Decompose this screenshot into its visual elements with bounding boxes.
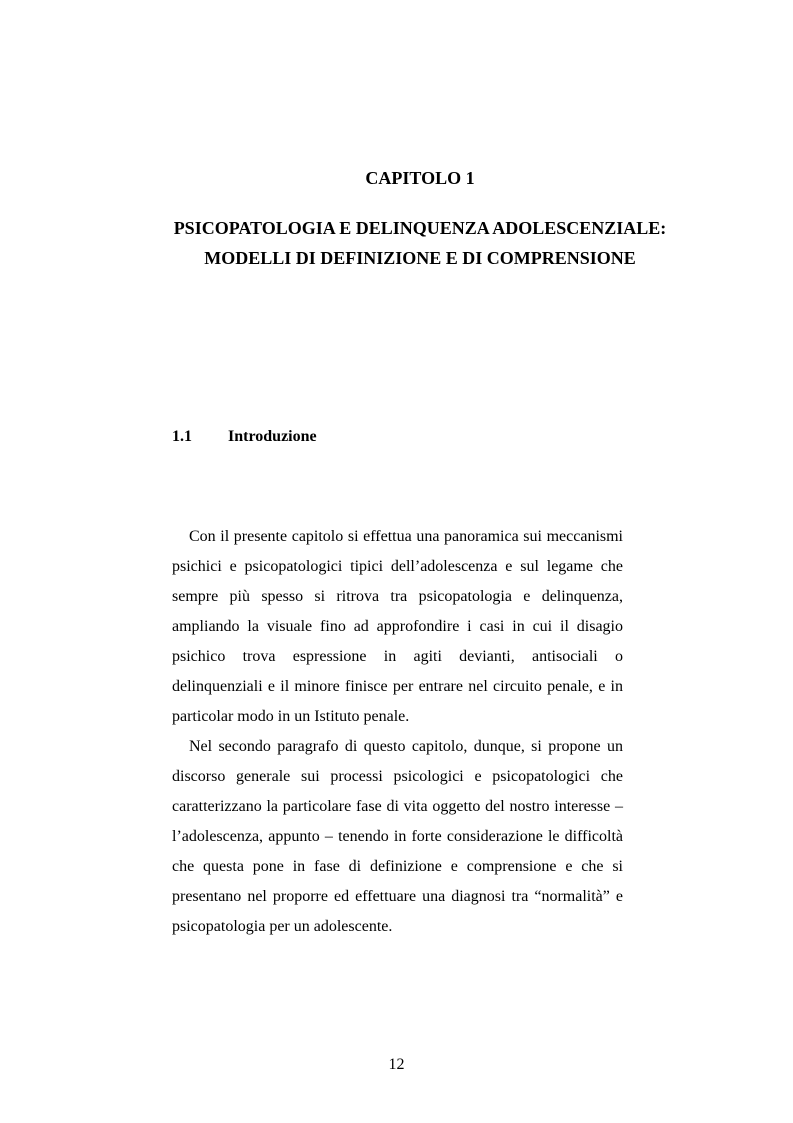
section-heading — [172, 428, 317, 446]
paragraph-2: Nel secondo paragrafo di questo capitolo, dunque, si propone un discorso generale sui processi psicologici e psicopatologici che caratterizzano la particolare fase di vita oggetto del nostro interesse – l’adolescenza, appunto – tenendo in forte considerazione le difficoltà che questa pone in fase di definizione e comprensione e che si presentano nel proporre ed effettuare una diagnosi tra “normalità” e psicopatologia per un adolescente. — [172, 738, 623, 935]
paragraph-1: Con il presente capitolo si effettua una panoramica sui meccanismi psichici e psicopatologici tipici dell’adolescenza e sul legame che sempre più spesso si ritrova tra psicopatologia e delinquenza, ampliando la visuale fino ad approfondire i casi in cui il disagio psichico trova espressione in agiti devianti, antisociali o delinquenziali e il minore finisce per entrare nel circuito penale, e in particolar modo in un Istituto penale. — [172, 528, 623, 725]
section-title: Introduzione — [228, 428, 317, 445]
chapter-title: PSICOPATOLOGIA E DELINQUENZA ADOLESCENZIALE: MODELLI DI DEFINIZIONE E DI COMPRENSIONE — [173, 218, 667, 268]
chapter-label: CAPITOLO 1 — [365, 168, 475, 188]
body-text — [172, 522, 623, 942]
page-number: 12 — [388, 1056, 405, 1073]
section-number: 1.1 — [172, 428, 192, 445]
